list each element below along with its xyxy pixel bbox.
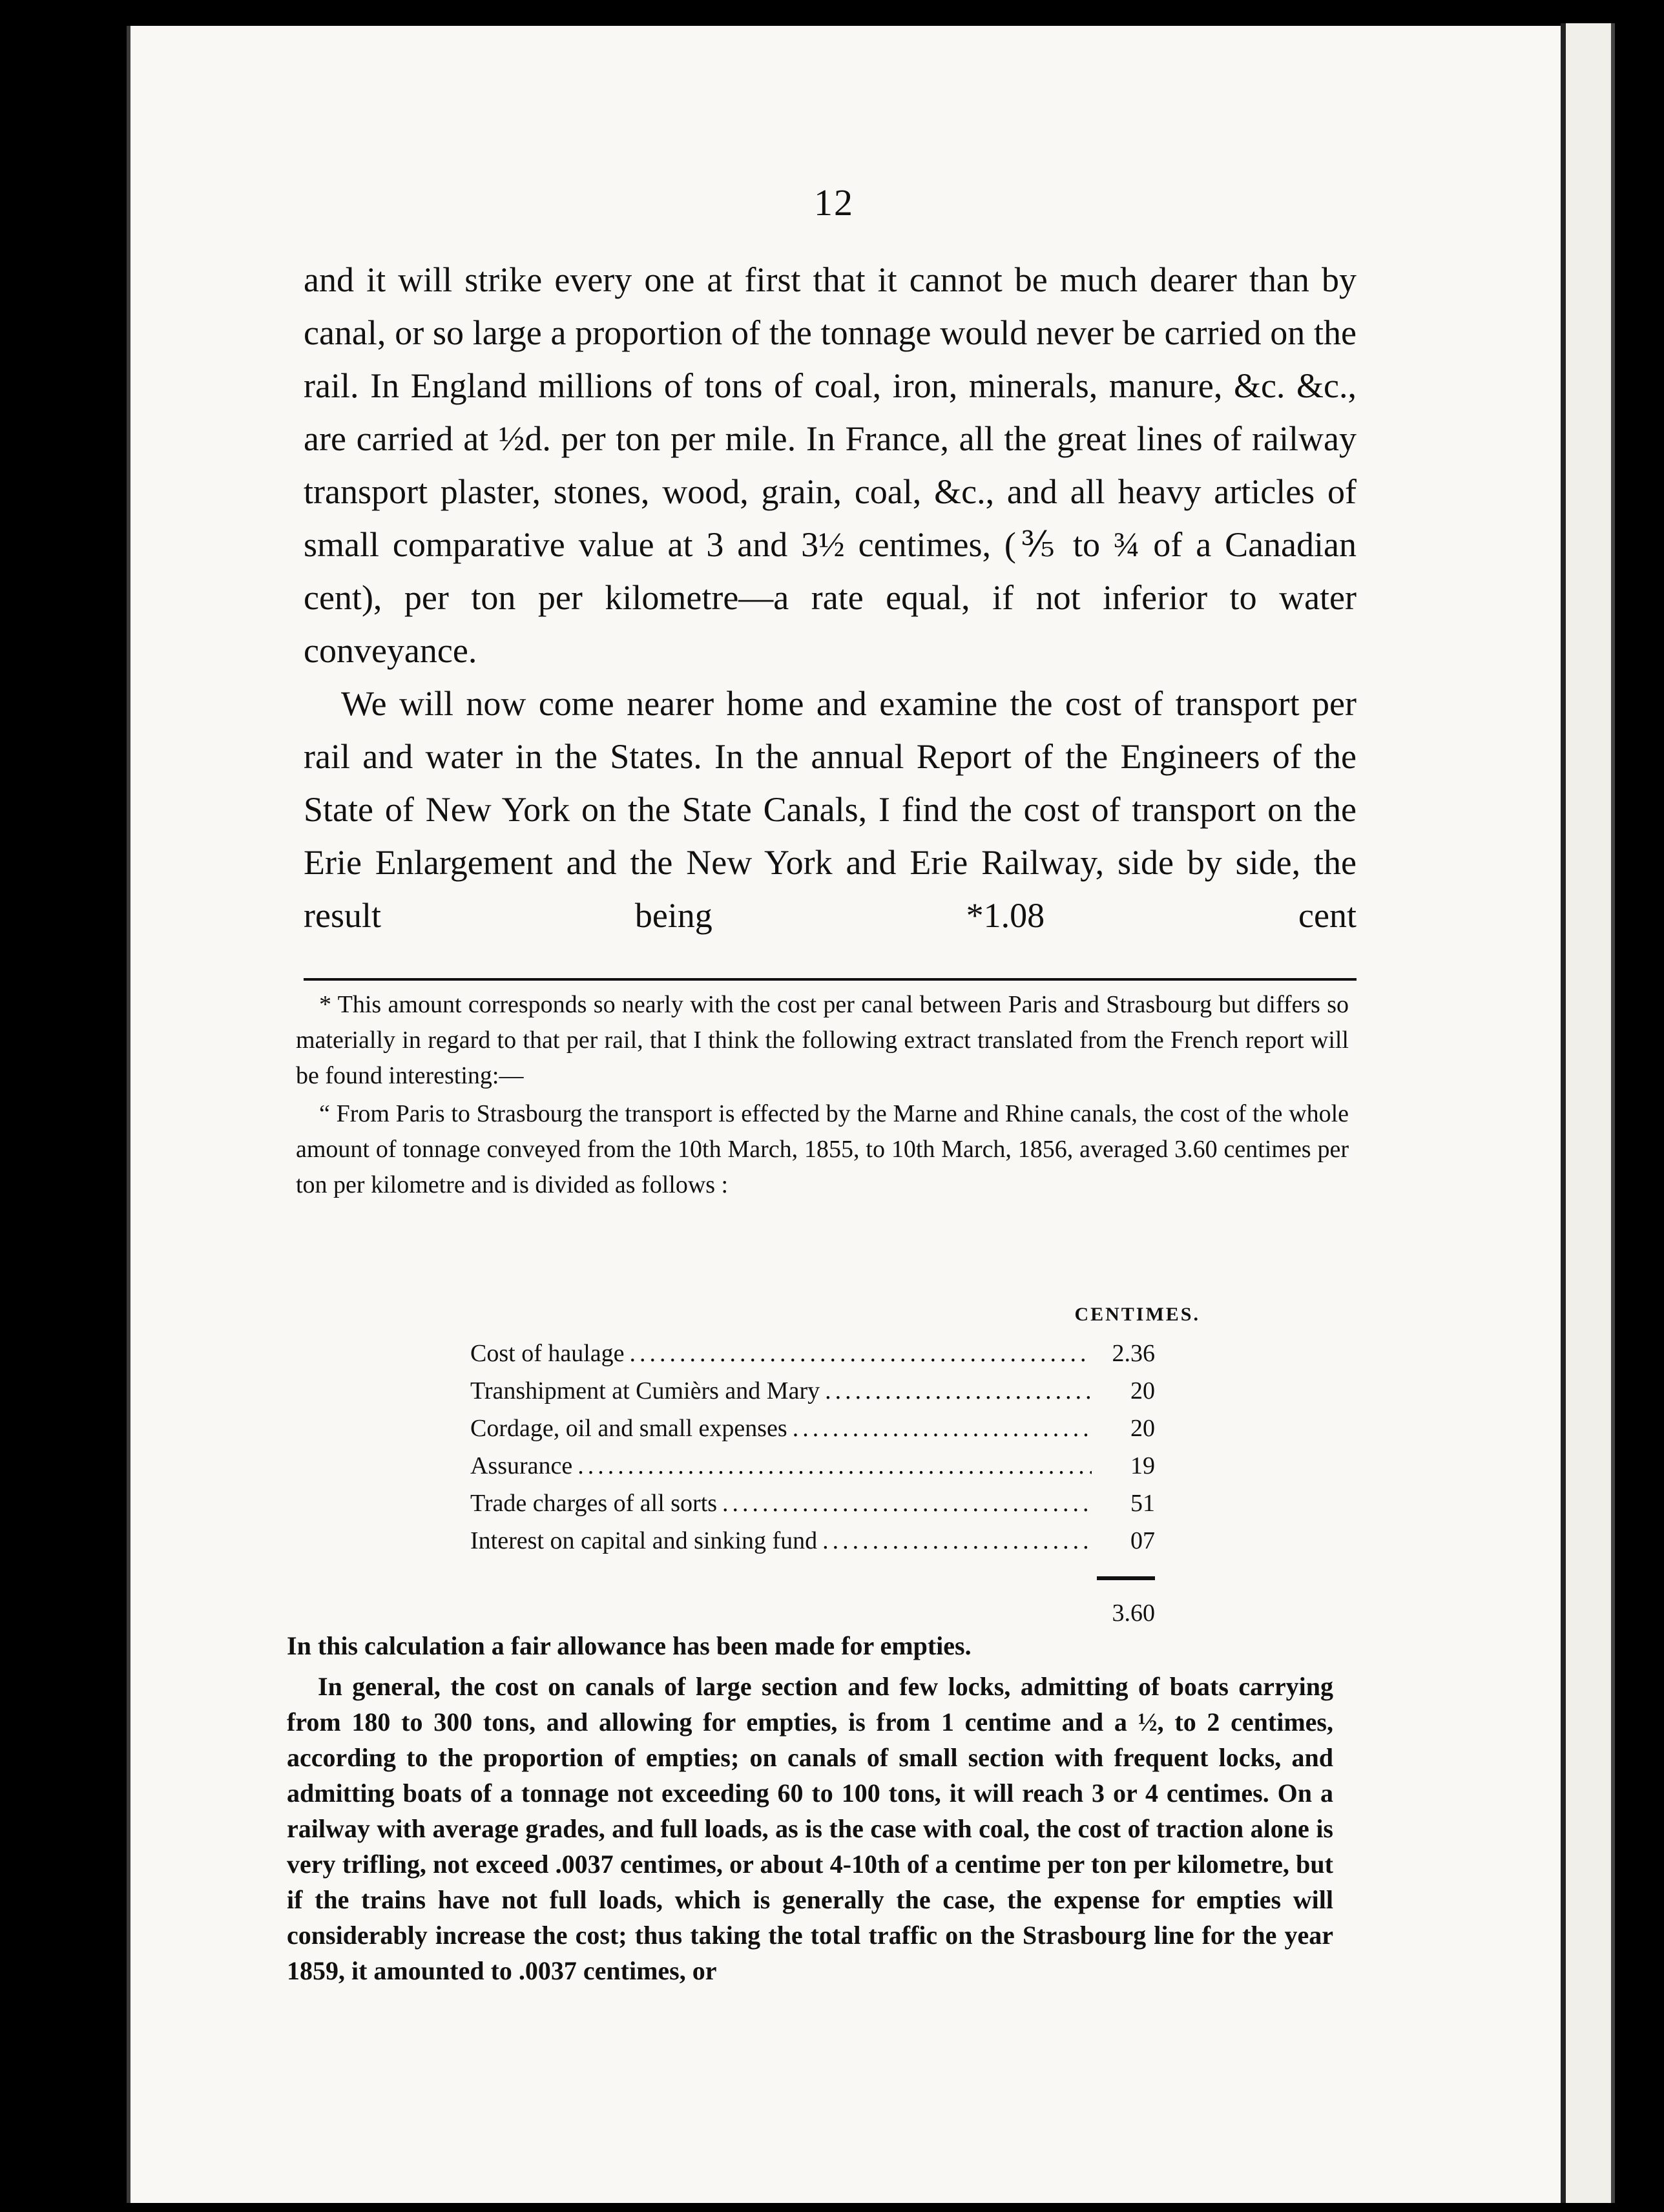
cost-table: [470, 1300, 1200, 1632]
table-row: [470, 1335, 1155, 1372]
leader-dots: [793, 1410, 1092, 1447]
row-label: Assurance: [470, 1452, 573, 1479]
table-total: 3.60: [1112, 1600, 1155, 1627]
row-value: 07: [1130, 1527, 1155, 1554]
lower-paragraph: In this calculation a fair allowance has been made for empties.: [287, 1631, 972, 1660]
table-row: [470, 1522, 1155, 1560]
leader-dots: [822, 1522, 1092, 1560]
footnote-paragraph: “ From Paris to Strasbourg the transport is effected by the Marne and Rhine canals, the cost of the whole amount of tonnage conveyed from the 10th March, 1855, to 10th March, 1856, averaged 3.60 centimes per ton per kilometre and is divided as follows :: [296, 1100, 1349, 1198]
leader-dots: [630, 1335, 1092, 1372]
leader-dots: [577, 1447, 1092, 1485]
main-paragraph: and it will strike every one at first that it cannot be much dearer than by canal, or so large a proportion of the tonnage would never be carried on the rail. In England millions of tons of coal, iron, minerals, manure, &c. &c., are carried at ½d. per ton per mile. In France, all the great lines of railway transport plaster, stones, wood, grain, coal, &c., and all heavy articles of small comparative value at 3 and 3½ centimes, (⅗ to ¾ of a Canadian cent), per ton per kilometre—a rate equal, if not inferior to water conveyance.: [304, 260, 1357, 670]
lower-paragraph: In general, the cost on canals of large section and few locks, admitting of boats carrying from 180 to 300 tons, and allowing for empties, is from 1 centime and a ½, to 2 centimes, according to the proportion of empties; on canals of small section with frequent locks, and admitting boats of a tonnage not exceeding 60 to 100 tons, it will reach 3 or 4 centimes. On a railway with average grades, and full loads, as is the case with coal, the cost of traction alone is very trifling, not exceed .0037 centimes, or about 4-10th of a centime per ton per kilometre, but if the trains have not full loads, which is generally the case, the expense for empties will considerably increase the cost; thus taking the total traffic on the Strasbourg line for the year 1859, it amounted to .0037 centimes, or: [287, 1672, 1333, 1985]
row-value: 51: [1130, 1490, 1155, 1517]
table-row: [470, 1372, 1155, 1410]
leader-dots: [722, 1485, 1092, 1522]
lower-text: [287, 1628, 1333, 1988]
row-label: Cost of haulage: [470, 1340, 625, 1367]
unit-header: CENTIMES.: [1074, 1304, 1200, 1325]
footnote-rule: [304, 978, 1357, 981]
table-row: [470, 1447, 1155, 1485]
page-number: 12: [814, 182, 854, 224]
table-row: [470, 1410, 1155, 1447]
row-label: Trade charges of all sorts: [470, 1490, 718, 1517]
footnote: [296, 987, 1349, 1203]
row-value: 19: [1130, 1452, 1155, 1479]
row-value: 2.36: [1112, 1340, 1155, 1367]
leader-dots: [825, 1372, 1092, 1410]
row-value: 20: [1130, 1377, 1155, 1404]
footnote-paragraph: * This amount corresponds so nearly with the cost per canal between Paris and Strasbourg but differs so materially in regard to that per rail, that I think the following extract translated from the French report will be found interesting:—: [296, 991, 1349, 1089]
table-row: [470, 1485, 1155, 1522]
main-text: [304, 253, 1357, 942]
main-paragraph: We will now come nearer home and examine the cost of transport per rail and water in the States. In the annual Report of the Engineers of the State of New York on the State Canals, I find the cost of transport on the Erie Enlargement and the New York and Erie Railway, side by side, the result being *1.08 cent: [304, 684, 1357, 935]
row-label: Transhipment at Cumièrs and Mary: [470, 1377, 820, 1404]
total-rule: [1097, 1576, 1155, 1580]
row-label: Cordage, oil and small expenses: [470, 1415, 787, 1442]
facing-page-edge: [1561, 23, 1615, 2203]
row-value: 20: [1130, 1415, 1155, 1442]
row-label: Interest on capital and sinking fund: [470, 1527, 818, 1554]
